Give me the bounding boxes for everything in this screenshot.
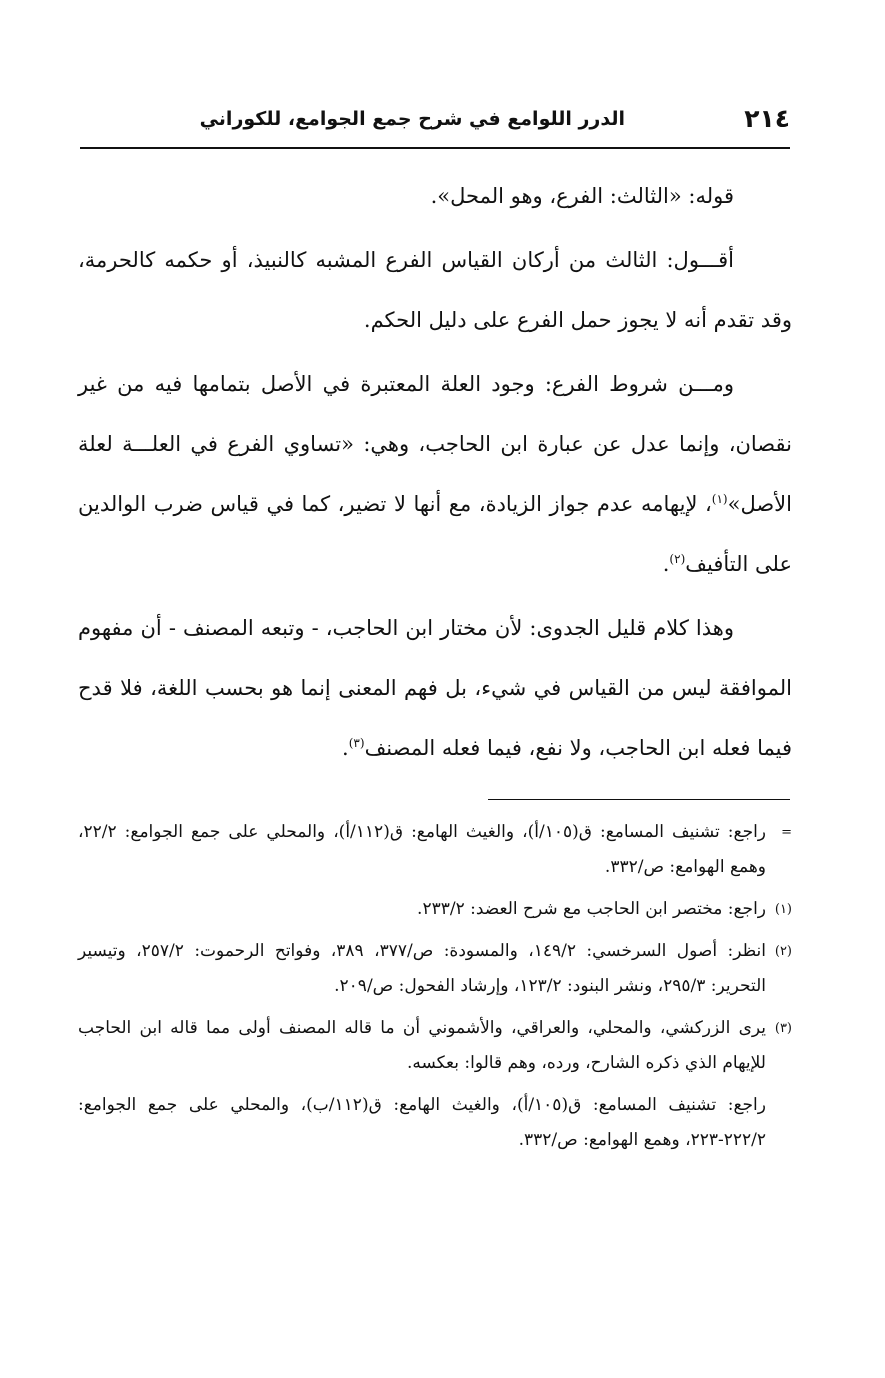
paragraph-critique-text-b: . [342, 736, 349, 760]
paragraph-commentary [78, 230, 792, 350]
footnote-1-number: (١) [774, 902, 792, 917]
footnote-1-text: راجع: مختصر ابن الحاجب مع شرح العضد: ٢٣٣/٢. [417, 899, 766, 919]
footnote-separator [488, 799, 790, 800]
paragraph-quote [78, 166, 792, 226]
footnote-continued-text: راجع: تشنيف المسامع: ق(١٠٥/أ)، والغيث الهامع: ق(١١٢/أ)، والمحلي على جمع الجوامع: ٢٢/٢، وهمع الهوامع: ص/٣٣٢. [78, 822, 767, 877]
footnote-2 [78, 934, 792, 1004]
footnote-ref-1[interactable]: (١) [711, 492, 728, 506]
paragraph-quote-text: قوله: «الثالث: الفرع، وهو المحل». [430, 184, 734, 208]
paragraph-conditions-text-c: . [662, 552, 670, 576]
paragraph-conditions-text-b: ، لإيهامه عدم جواز الزيادة، مع أنها لا تضير، كما في قياس ضرب الوالدين على التأفيف [78, 492, 792, 576]
header-rule [80, 147, 790, 149]
footnote-ref-3[interactable]: (٣) [348, 736, 365, 750]
paragraph-critique-text-a: وهذا كلام قليل الجدوى: لأن مختار ابن الحاجب، - وتبعه المصنف - أن مفهوم الموافقة ليس من القياس في شيء، بل فهم المعنى إنما هو بحسب اللغة، فلا قدح فيما فعله ابن الحاجب، ولا نفع، فيما فعله المصنف [78, 616, 792, 760]
footnote-3-continuation [78, 1088, 792, 1158]
main-text [78, 166, 792, 782]
paragraph-conditions [78, 354, 792, 594]
paragraph-critique [78, 598, 792, 778]
paragraph-commentary-text: أقـــول: الثالث من أركان القياس الفرع المشبه كالنبيذ، أو حكمه كالحرمة، وقد تقدم أنه لا يجوز حمل الفرع على دليل الحكم. [78, 248, 792, 332]
running-title: الدرر اللوامع في شرح جمع الجوامع، للكوراني [199, 108, 625, 130]
footnote-3-continuation-text: راجع: تشنيف المسامع: ق(١٠٥/أ)، والغيث الهامع: ق(١١٢/ب)، والمحلي على جمع الجوامع: ٢٢٢/٢-٢٢٣، وهمع الهوامع: ص/٣٣٢. [78, 1095, 766, 1150]
footnote-3 [78, 1011, 792, 1081]
footnote-continued [78, 815, 792, 885]
paragraph-conditions-text-a: ومـــن شروط الفرع: وجود العلة المعتبرة في الأصل بتمامها فيه من غير نقصان، وإنما عدل عن عبارة ابن الحاجب، وهي: «تساوي الفرع في العلـــة لعلة الأصل» [78, 372, 792, 516]
running-header [80, 104, 790, 144]
footnote-3-number: (٣) [774, 1021, 792, 1036]
footnote-1 [78, 892, 792, 927]
footnote-continued-marker: = [781, 825, 792, 840]
footnote-2-number: (٢) [774, 944, 792, 959]
footnote-ref-2[interactable]: (٢) [669, 552, 686, 566]
footnotes [78, 815, 792, 1165]
footnote-3-text: يرى الزركشي، والمحلي، والعراقي، والأشموني أن ما قاله المصنف أولى مما قاله ابن الحاجب للإيهام الذي ذكره الشارح، ورده، وهم قالوا: بعكسه. [78, 1018, 766, 1073]
page-number: ٢١٤ [744, 104, 790, 133]
footnote-2-text: انظر: أصول السرخسي: ١٤٩/٢، والمسودة: ص/٣٧٧، ٣٨٩، وفواتح الرحموت: ٢٥٧/٢، وتيسير التحرير: ٢٩٥/٣، ونشر البنود: ١٢٣/٢، وإرشاد الفحول: ص/٢٠٩. [78, 941, 767, 996]
